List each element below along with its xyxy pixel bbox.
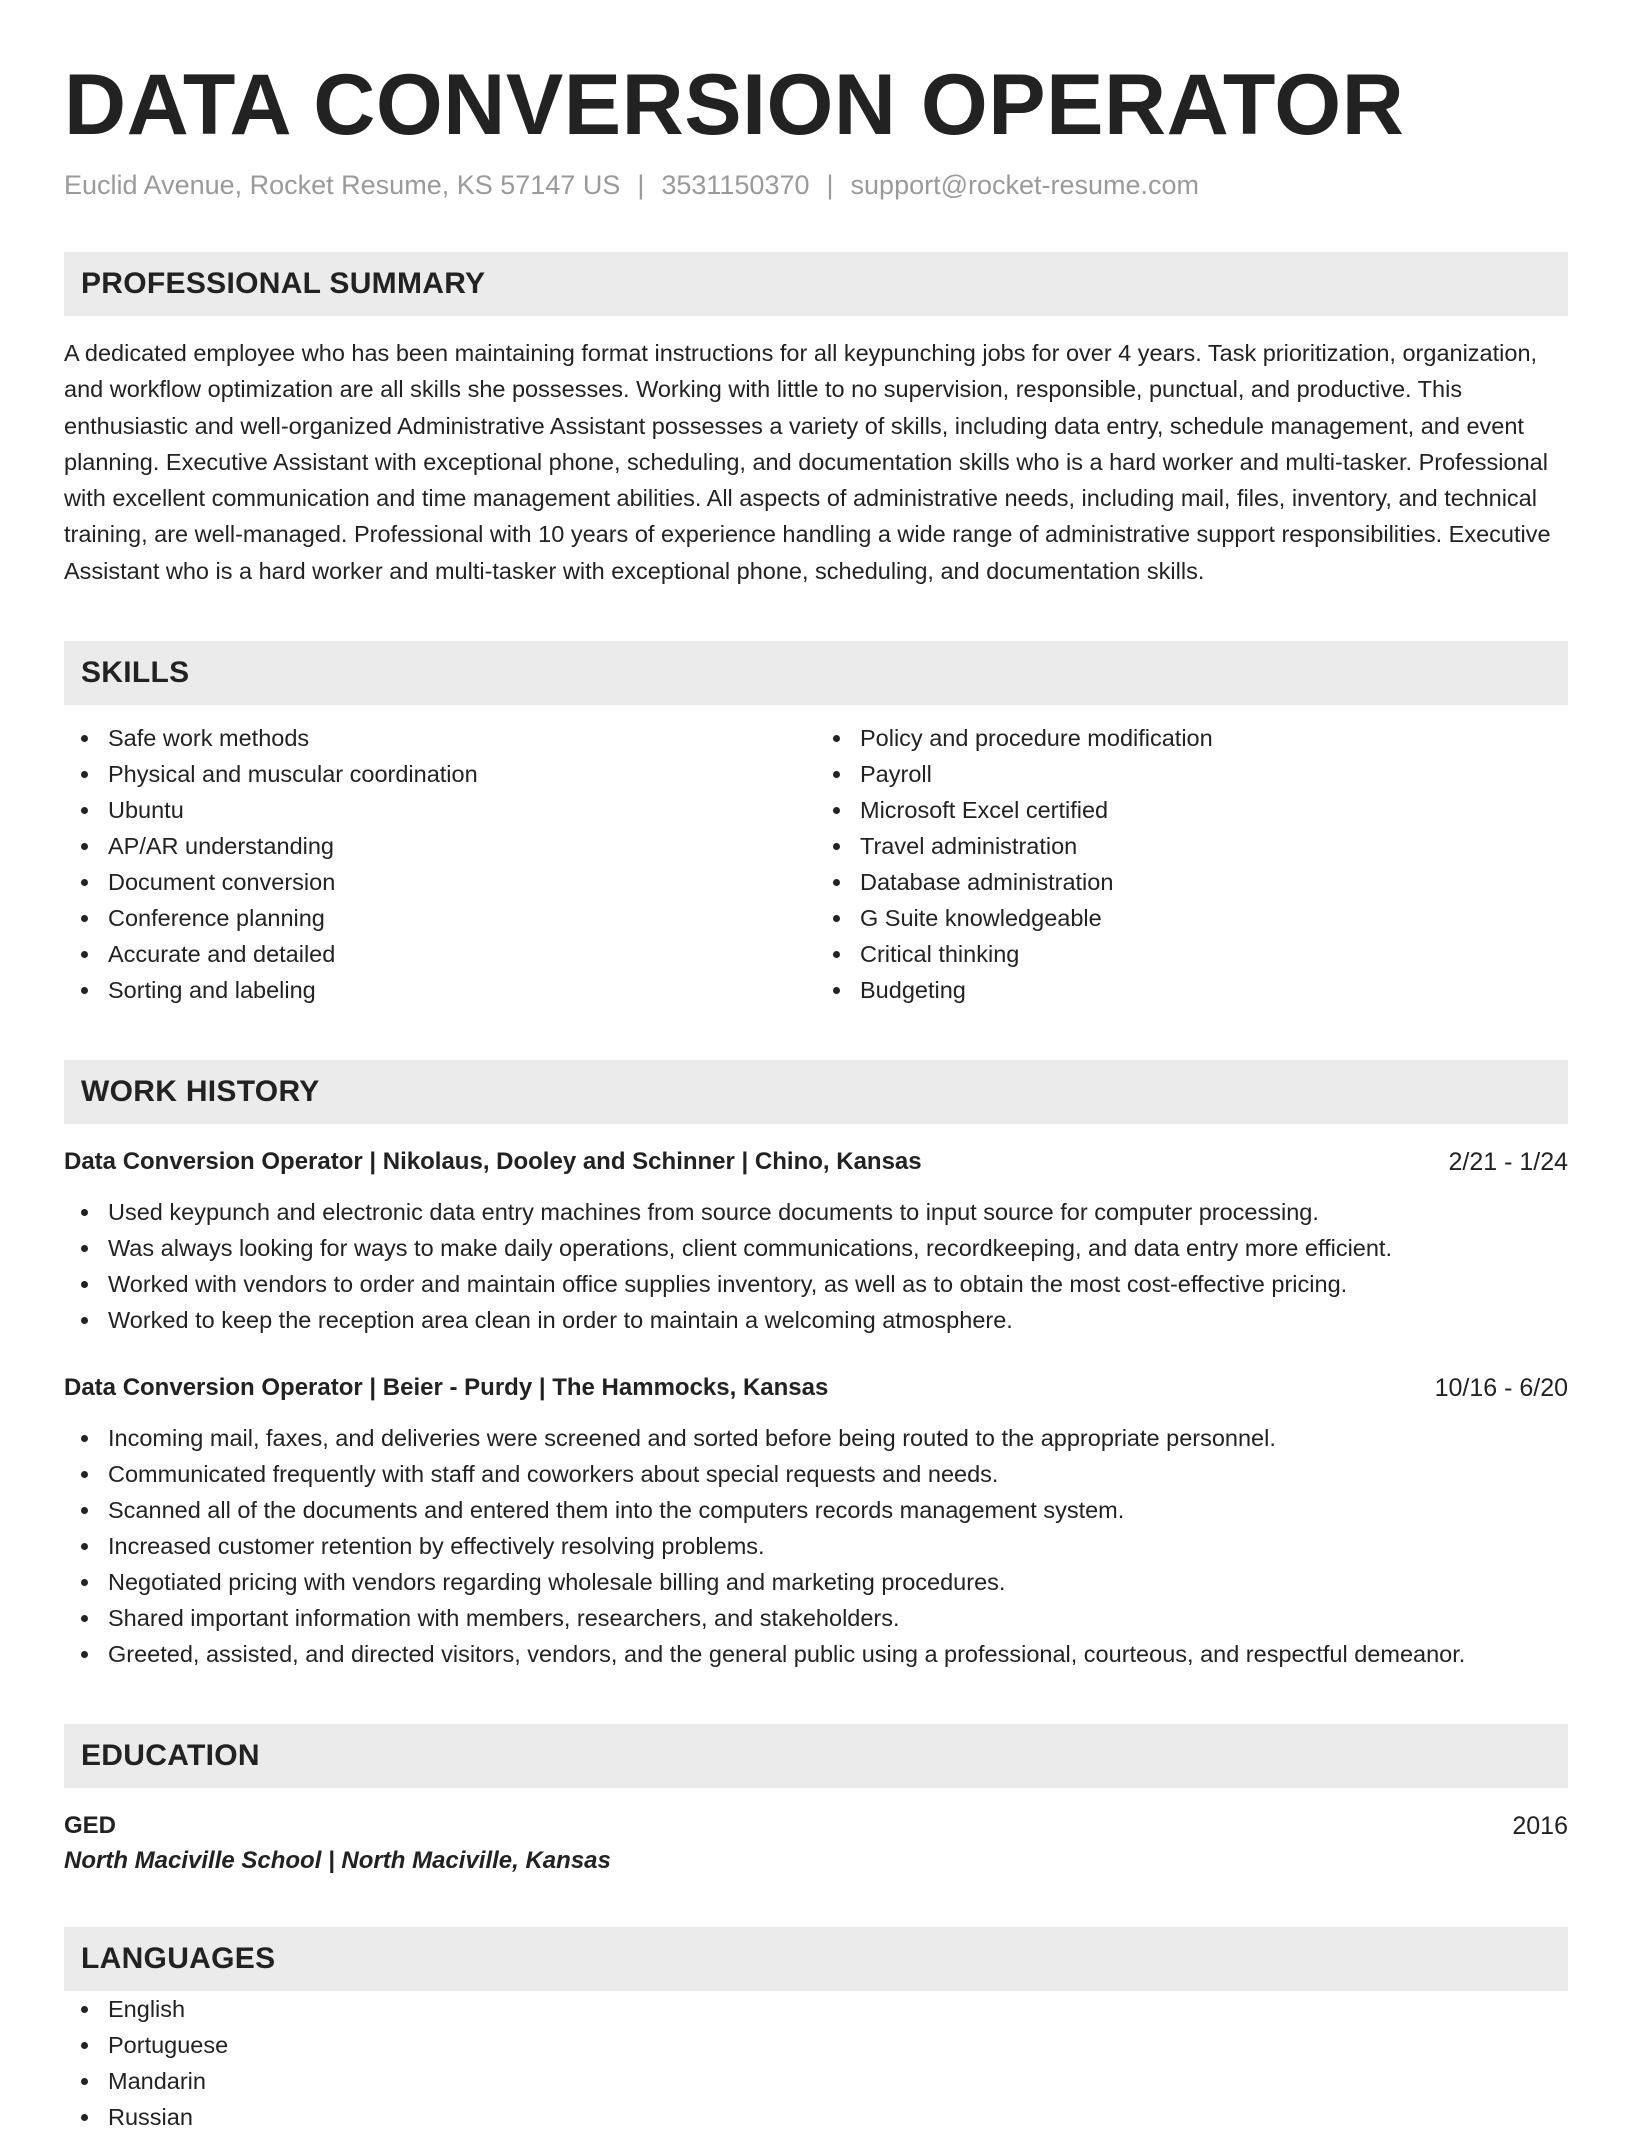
job-dates: 10/16 - 6/20 <box>1434 1374 1568 1403</box>
job-bullet: Used keypunch and electronic data entry machines from source documents to input source for computer processing. <box>64 1194 1568 1230</box>
job-bullet: Incoming mail, faxes, and deliveries were screened and sorted before being routed to the appropriate personnel. <box>64 1420 1568 1456</box>
language-item: Mandarin <box>64 2063 1568 2099</box>
job-bullet: Worked with vendors to order and maintain office supplies inventory, as well as to obtain the most cost-effective pricing. <box>64 1266 1568 1302</box>
resume-title: DATA CONVERSION OPERATOR <box>64 57 1405 153</box>
language-item: Russian <box>64 2099 1568 2135</box>
contact-line <box>64 170 1568 201</box>
job-entry <box>64 1146 1568 1338</box>
skill-item: Safe work methods <box>64 720 816 756</box>
job-bullet: Shared important information with members, researchers, and stakeholders. <box>64 1600 1568 1636</box>
skill-item: Sorting and labeling <box>64 972 816 1008</box>
contact-separator: | <box>826 170 834 200</box>
job-bullet: Increased customer retention by effectively resolving problems. <box>64 1528 1568 1564</box>
education-header <box>64 1810 1568 1842</box>
section-heading-education: EDUCATION <box>64 1724 1568 1788</box>
section-heading-work-history: WORK HISTORY <box>64 1060 1568 1124</box>
skill-item: Travel administration <box>816 828 1568 864</box>
job-bullet: Scanned all of the documents and entered them into the computers records management system. <box>64 1492 1568 1528</box>
job-title: Data Conversion Operator | Beier - Purdy | The Hammocks, Kansas <box>64 1374 829 1402</box>
education-school: North Maciville School | North Maciville, Kansas <box>64 1847 611 1875</box>
job-header <box>64 1146 1568 1178</box>
skill-item: Budgeting <box>816 972 1568 1008</box>
job-bullet: Greeted, assisted, and directed visitors, vendors, and the general public using a professional, courteous, and respectful demeanor. <box>64 1636 1568 1672</box>
job-bullets <box>64 1420 1568 1672</box>
skills-columns <box>64 720 1568 1008</box>
skill-item: G Suite knowledgeable <box>816 900 1568 936</box>
skill-item: Critical thinking <box>816 936 1568 972</box>
skill-item: Ubuntu <box>64 792 816 828</box>
contact-email[interactable]: support@rocket-resume.com <box>850 170 1200 200</box>
job-bullet: Communicated frequently with staff and coworkers about special requests and needs. <box>64 1456 1568 1492</box>
skill-item: Database administration <box>816 864 1568 900</box>
education-year: 2016 <box>1512 1812 1568 1841</box>
job-header <box>64 1372 1568 1404</box>
skill-item: Payroll <box>816 756 1568 792</box>
skill-item: Physical and muscular coordination <box>64 756 816 792</box>
education-entry <box>64 1810 1568 1875</box>
skill-item: Conference planning <box>64 900 816 936</box>
contact-phone: 3531150370 <box>661 170 810 200</box>
skills-list-right <box>816 720 1568 1008</box>
job-bullet: Was always looking for ways to make daily operations, client communications, recordkeeping, and data entry more efficient. <box>64 1230 1568 1266</box>
job-title: Data Conversion Operator | Nikolaus, Dooley and Schinner | Chino, Kansas <box>64 1148 922 1176</box>
language-item: English <box>64 1991 1568 2027</box>
education-degree: GED <box>64 1812 117 1840</box>
skill-item: Document conversion <box>64 864 816 900</box>
skill-item: Microsoft Excel certified <box>816 792 1568 828</box>
contact-separator: | <box>637 170 645 200</box>
job-bullets <box>64 1194 1568 1338</box>
skill-item: Policy and procedure modification <box>816 720 1568 756</box>
job-entry <box>64 1372 1568 1672</box>
skill-item: AP/AR understanding <box>64 828 816 864</box>
language-item: Portuguese <box>64 2027 1568 2063</box>
job-bullet: Worked to keep the reception area clean in order to maintain a welcoming atmosphere. <box>64 1302 1568 1338</box>
section-heading-languages: LANGUAGES <box>64 1927 1568 1991</box>
summary-text: A dedicated employee who has been maintaining format instructions for all keypunching jobs for over 4 years. Task prioritization, organization, and workflow optimization are all skills she possesses. Working with little to no supervision, responsible, punctual, and productive. This enthusiastic and well-organized Administrative Assistant possesses a variety of skills, including data entry, schedule management, and event planning. Executive Assistant with exceptional phone, scheduling, and documentation skills who is a hard worker and multi-tasker. Professional with excellent communication and time management abilities. All aspects of administrative needs, including mail, files, inventory, and technical training, are well-managed. Professional with 10 years of experience handling a wide range of administrative support responsibilities. Executive Assistant who is a hard worker and multi-tasker with exceptional phone, scheduling, and documentation skills. <box>64 340 1551 584</box>
skill-item: Accurate and detailed <box>64 936 816 972</box>
skills-list-left <box>64 720 816 1008</box>
job-bullet: Negotiated pricing with vendors regarding wholesale billing and marketing procedures. <box>64 1564 1568 1600</box>
languages-list <box>64 1991 1568 2135</box>
section-heading-skills: SKILLS <box>64 641 1568 705</box>
contact-address: Euclid Avenue, Rocket Resume, KS 57147 US <box>64 170 621 200</box>
section-heading-summary: PROFESSIONAL SUMMARY <box>64 252 1568 316</box>
job-dates: 2/21 - 1/24 <box>1448 1148 1568 1177</box>
